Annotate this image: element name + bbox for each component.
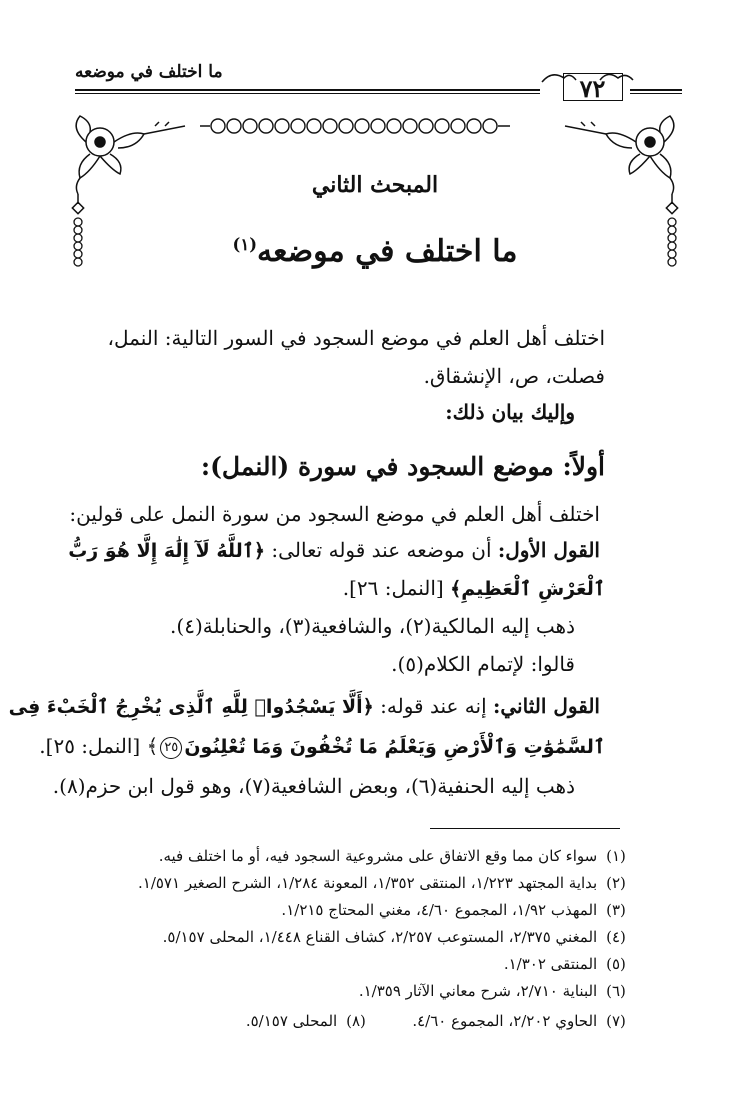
first-opinion-verse-a: ﴿ٱللَّهُ لَآ إِلَٰهَ إِلَّا هُوَ رَبُّ bbox=[68, 540, 266, 562]
second-opinion-schools: ذهب إليه الحنفية(٦)، وبعض الشافعية(٧)، وهو قول ابن حزم(٨). bbox=[52, 774, 575, 798]
footnote-number: (٦) bbox=[606, 982, 626, 1000]
second-opinion-line-2 bbox=[39, 734, 605, 759]
footnote-number: (٧) bbox=[606, 1012, 626, 1030]
chapter-footnote-ref: (١) bbox=[232, 235, 258, 254]
footnote-text: المحلى ٥/١٥٧. bbox=[245, 1012, 338, 1030]
footnote-6 bbox=[359, 982, 630, 1000]
footnote-text: المغني ٢/٣٧٥، المستوعب ٢/٢٥٧، كشاف القناع ١/٤٤٨، المحلى ٥/١٥٧. bbox=[162, 928, 598, 946]
second-opinion-text: إنه عند قوله: bbox=[373, 694, 493, 718]
page-number: ٧٢ bbox=[579, 74, 606, 103]
second-opinion-label: القول الثاني: bbox=[493, 694, 600, 718]
lead-in-text: وإليك بيان ذلك: bbox=[445, 400, 575, 424]
footnote-number: (٣) bbox=[606, 901, 626, 919]
header-rule bbox=[75, 89, 540, 91]
footnote-4 bbox=[163, 928, 630, 946]
header-rule-right-thin bbox=[630, 93, 682, 94]
footnote-5 bbox=[504, 955, 630, 973]
first-opinion-schools: ذهب إليه المالكية(٢)، والشافعية(٣)، والحنابلة(٤). bbox=[170, 614, 575, 638]
first-opinion-ref: [النمل: ٢٦]. bbox=[342, 576, 451, 600]
lead-in bbox=[445, 400, 575, 424]
running-title: ما اختلف في موضعه bbox=[75, 62, 223, 82]
header-rule-thin bbox=[75, 93, 540, 94]
footnote-text: بداية المجتهد ١/٢٢٣، المنتقى ١/٣٥٢، المعونة ١/٢٨٤، الشرح الصغير ١/٥٧١. bbox=[137, 874, 598, 892]
footnote-text: المهذب ١/٩٢، المجموع ٤/٦٠، مغني المحتاج ١/٢١٥. bbox=[281, 901, 598, 919]
footnote-number: (٤) bbox=[606, 928, 626, 946]
first-opinion-label: القول الأول: bbox=[497, 538, 600, 562]
footnote-7 bbox=[412, 1012, 630, 1030]
header-rule-right bbox=[630, 89, 682, 91]
second-opinion-line-1 bbox=[9, 694, 600, 718]
footnote-text: الحاوي ٢/٢٠٢، المجموع ٤/٦٠. bbox=[412, 1012, 598, 1030]
footnote-3 bbox=[281, 901, 630, 919]
footnote-rule bbox=[430, 828, 620, 829]
paragraph-1: اختلف أهل العلم في موضع السجود من سورة النمل على قولين: bbox=[69, 502, 600, 526]
first-opinion-line-2 bbox=[343, 576, 605, 600]
chapter-title-text: ما اختلف في موضعه bbox=[257, 234, 518, 269]
second-opinion-verse-a: ﴿أَلَّا يَسْجُدُوا۟ لِلَّهِ ٱلَّذِى يُخْرِجُ ٱلْخَبْءَ فِى bbox=[8, 696, 374, 718]
first-opinion-reason: قالوا: لإتمام الكلام(٥). bbox=[391, 652, 575, 676]
footnote-text: البناية ٢/٧١٠، شرح معاني الآثار ١/٣٥٩. bbox=[358, 982, 598, 1000]
footnote-number: (٨) bbox=[346, 1012, 366, 1030]
footnote-8 bbox=[246, 1012, 370, 1030]
verse-number-marker: ٢٥ bbox=[160, 737, 182, 759]
footnote-number: (١) bbox=[606, 847, 626, 865]
first-opinion-verse-b: ٱلْعَرْشِ ٱلْعَظِيمِ﴾ bbox=[450, 578, 605, 600]
intro-line-1: اختلف أهل العلم في موضع السجود في السور التالية: النمل، bbox=[107, 326, 605, 350]
first-opinion-line-1 bbox=[68, 538, 600, 562]
footnote-text: سواء كان مما وقع الاتفاق على مشروعية السجود فيه، أو ما اختلف فيه. bbox=[158, 847, 598, 865]
first-opinion-text: أن موضعه عند قوله تعالى: bbox=[265, 538, 498, 562]
chapter-title bbox=[180, 234, 570, 269]
first-heading: أولاً: موضع السجود في سورة (النمل): bbox=[200, 452, 605, 481]
footnote-number: (٥) bbox=[606, 955, 626, 973]
section-label: المبحث الثاني bbox=[311, 172, 439, 198]
intro-line-2: فصلت، ص، الإنشقاق. bbox=[423, 364, 605, 388]
second-opinion-verse-b: ٱلسَّمَٰوَٰتِ وَٱلْأَرْضِ وَيَعْلَمُ مَا تُخْفُونَ وَمَا تُعْلِنُونَ bbox=[184, 736, 605, 758]
footnote-number: (٢) bbox=[606, 874, 626, 892]
footnote-1 bbox=[159, 847, 630, 865]
second-opinion-ref: ﴾ [النمل: ٢٥]. bbox=[39, 734, 159, 758]
footnote-text: المنتقى ١/٣٠٢. bbox=[503, 955, 598, 973]
footnote-2 bbox=[138, 874, 630, 892]
